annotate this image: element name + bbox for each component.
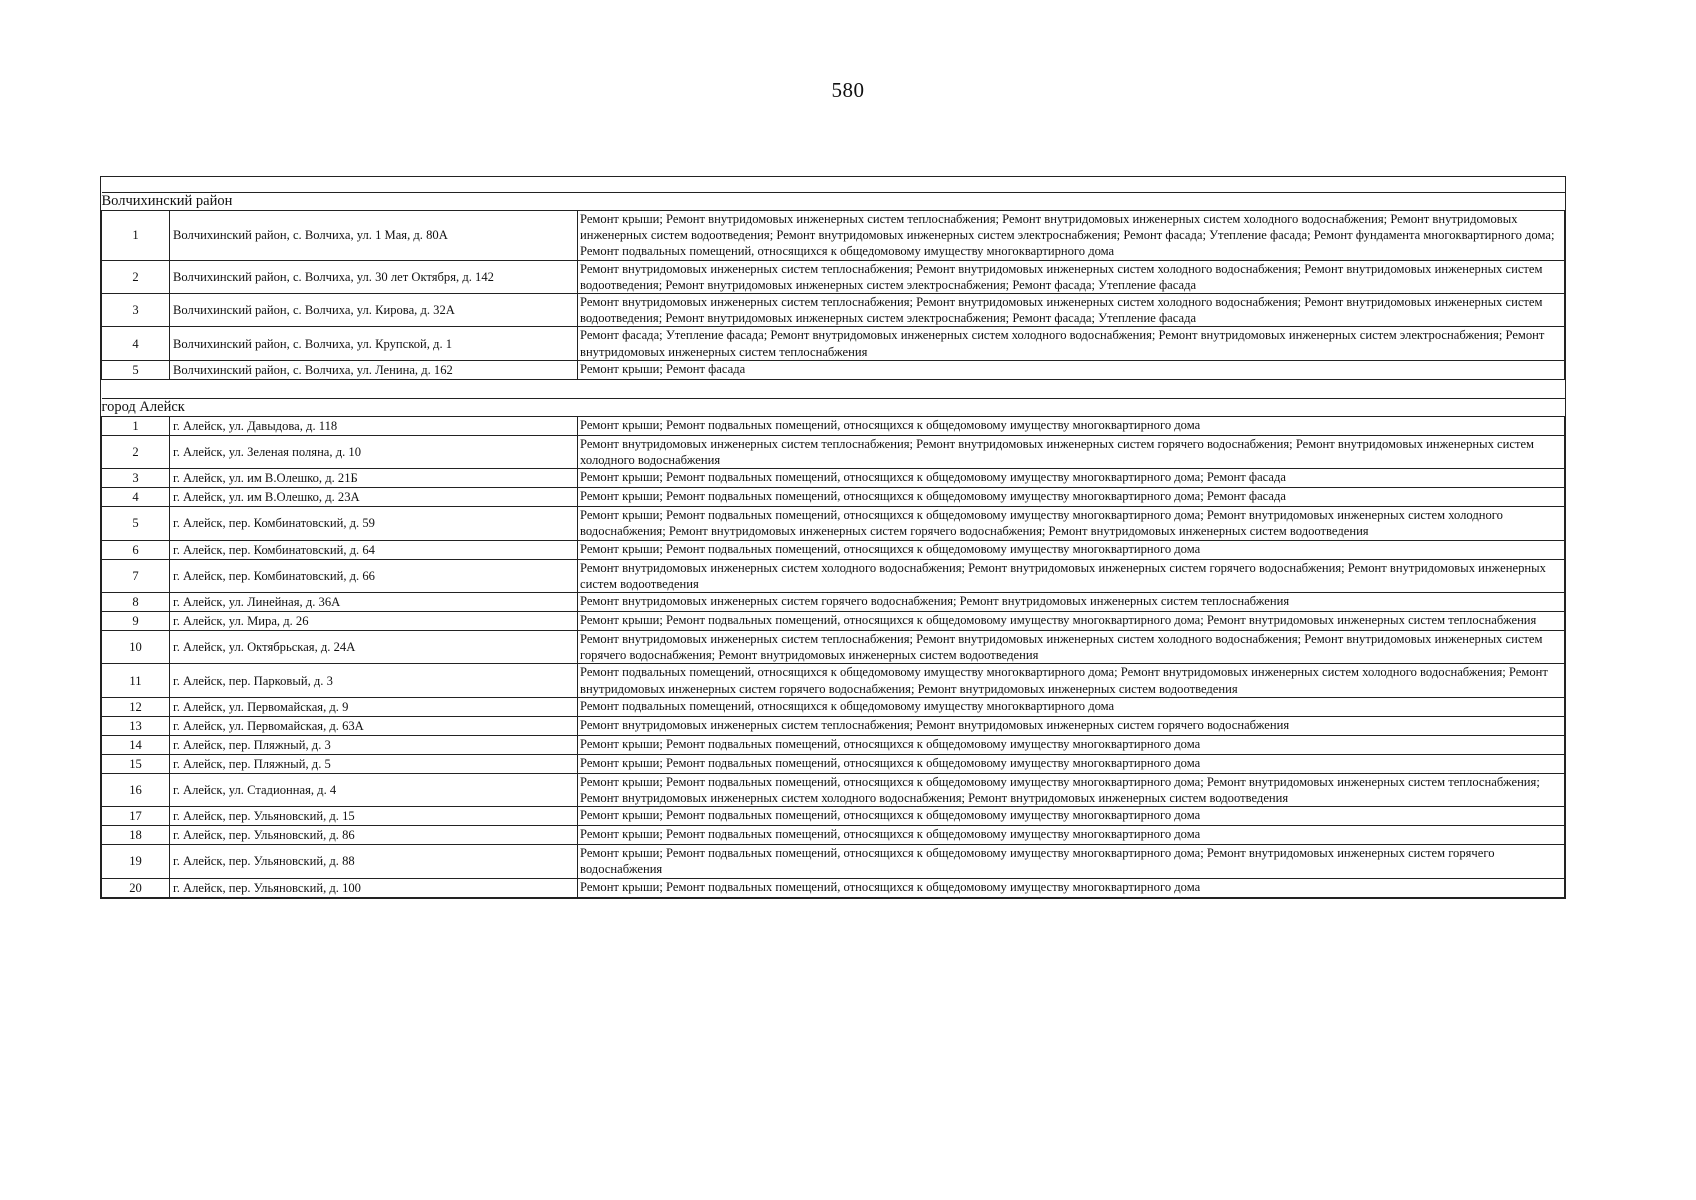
house-address: г. Алейск, ул. Линейная, д. 36А — [170, 593, 578, 612]
row-number: 12 — [102, 697, 170, 716]
row-number: 14 — [102, 735, 170, 754]
table-row — [102, 845, 1565, 878]
row-number: 13 — [102, 716, 170, 735]
repair-works: Ремонт крыши; Ремонт подвальных помещений, относящихся к общедомовому имуществу многоквартирного дома — [578, 878, 1565, 897]
house-address: г. Алейск, пер. Комбинатовский, д. 64 — [170, 540, 578, 559]
house-address: г. Алейск, пер. Парковый, д. 3 — [170, 664, 578, 697]
row-number: 4 — [102, 488, 170, 507]
house-address: г. Алейск, ул. Первомайская, д. 9 — [170, 697, 578, 716]
repair-works: Ремонт крыши; Ремонт подвальных помещений, относящихся к общедомовому имуществу многоквартирного дома; Ремонт фасада — [578, 488, 1565, 507]
repair-works: Ремонт крыши; Ремонт подвальных помещений, относящихся к общедомовому имуществу многоквартирного дома — [578, 826, 1565, 845]
house-address: г. Алейск, ул. Стадионная, д. 4 — [170, 773, 578, 806]
house-address: г. Алейск, ул. Давыдова, д. 118 — [170, 416, 578, 435]
house-address: г. Алейск, пер. Ульяновский, д. 100 — [170, 878, 578, 897]
house-address: г. Алейск, пер. Пляжный, д. 5 — [170, 754, 578, 773]
table-row — [102, 435, 1565, 468]
row-number: 17 — [102, 807, 170, 826]
row-number: 15 — [102, 754, 170, 773]
repair-works: Ремонт фасада; Утепление фасада; Ремонт внутридомовых инженерных систем холодного водоснабжения; Ремонт внутридомовых инженерных систем электроснабжения; Ремонт внутридомовых инженерных систем теплоснабжения — [578, 327, 1565, 360]
table-row — [102, 716, 1565, 735]
section-spacer — [102, 177, 1565, 193]
section-spacer — [102, 379, 1565, 398]
house-address: г. Алейск, ул. Зеленая поляна, д. 10 — [170, 435, 578, 468]
table-row — [102, 416, 1565, 435]
table-row — [102, 488, 1565, 507]
table-row — [102, 294, 1565, 327]
repair-works: Ремонт внутридомовых инженерных систем теплоснабжения; Ремонт внутридомовых инженерных систем холодного водоснабжения; Ремонт внутридомовых инженерных систем водоотведения; Ремонт внутридомовых инженерных систем электроснабжения; Ремонт фасада; Утепление фасада — [578, 294, 1565, 327]
table-row — [102, 360, 1565, 379]
house-address: Волчихинский район, с. Волчиха, ул. 30 лет Октября, д. 142 — [170, 260, 578, 293]
house-address: г. Алейск, ул. им В.Олешко, д. 21Б — [170, 469, 578, 488]
row-number: 20 — [102, 878, 170, 897]
table-row — [102, 773, 1565, 806]
section-header-row — [102, 398, 1565, 416]
table-row — [102, 507, 1565, 540]
repair-works: Ремонт крыши; Ремонт подвальных помещений, относящихся к общедомовому имуществу многоквартирного дома — [578, 807, 1565, 826]
row-number: 1 — [102, 211, 170, 261]
repair-works: Ремонт крыши; Ремонт подвальных помещений, относящихся к общедомовому имуществу многоквартирного дома — [578, 754, 1565, 773]
table-row — [102, 826, 1565, 845]
table-row — [102, 697, 1565, 716]
row-number: 2 — [102, 435, 170, 468]
table-row — [102, 469, 1565, 488]
house-address: Волчихинский район, с. Волчиха, ул. 1 Мая, д. 80А — [170, 211, 578, 261]
repair-works: Ремонт подвальных помещений, относящихся к общедомовому имуществу многоквартирного дома; Ремонт внутридомовых инженерных систем холодного водоснабжения; Ремонт внутридомовых инженерных систем горячего водоснабжения; Ремонт внутридомовых инженерных систем водоотведения — [578, 664, 1565, 697]
row-number: 3 — [102, 294, 170, 327]
repair-works: Ремонт внутридомовых инженерных систем теплоснабжения; Ремонт внутридомовых инженерных систем холодного водоснабжения; Ремонт внутридомовых инженерных систем горячего водоснабжения; Ремонт внутридомовых инженерных систем водоотведения — [578, 631, 1565, 664]
repair-works: Ремонт внутридомовых инженерных систем холодного водоснабжения; Ремонт внутридомовых инженерных систем горячего водоснабжения; Ремонт внутридомовых инженерных систем водоотведения — [578, 559, 1565, 592]
section-spacer-cell — [102, 177, 1565, 193]
row-number: 8 — [102, 593, 170, 612]
house-address: г. Алейск, ул. им В.Олешко, д. 23А — [170, 488, 578, 507]
register-grid — [101, 177, 1565, 898]
repair-works: Ремонт крыши; Ремонт внутридомовых инженерных систем теплоснабжения; Ремонт внутридомовых инженерных систем холодного водоснабжения; Ремонт внутридомовых инженерных систем водоотведения; Ремонт внутридомовых инженерных систем электроснабжения; Ремонт фасада; Утепление фасада; Ремонт фундамента многоквартирного дома; Ремонт подвальных помещений, относящихся к общедомовому имуществу многоквартирного дома — [578, 211, 1565, 261]
table-row — [102, 260, 1565, 293]
row-number: 19 — [102, 845, 170, 878]
section-title: город Алейск — [102, 398, 1565, 416]
house-address: г. Алейск, пер. Ульяновский, д. 88 — [170, 845, 578, 878]
row-number: 18 — [102, 826, 170, 845]
row-number: 5 — [102, 360, 170, 379]
row-number: 2 — [102, 260, 170, 293]
house-address: г. Алейск, пер. Ульяновский, д. 15 — [170, 807, 578, 826]
repair-works: Ремонт подвальных помещений, относящихся к общедомовому имуществу многоквартирного дома — [578, 697, 1565, 716]
repair-works: Ремонт крыши; Ремонт подвальных помещений, относящихся к общедомовому имуществу многоквартирного дома; Ремонт внутридомовых инженерных систем холодного водоснабжения; Ремонт внутридомовых инженерных систем горячего водоснабжения; Ремонт внутридомовых инженерных систем водоотведения — [578, 507, 1565, 540]
row-number: 9 — [102, 612, 170, 631]
register-body — [102, 177, 1565, 897]
row-number: 7 — [102, 559, 170, 592]
house-address: г. Алейск, пер. Пляжный, д. 3 — [170, 735, 578, 754]
table-row — [102, 559, 1565, 592]
row-number: 6 — [102, 540, 170, 559]
row-number: 16 — [102, 773, 170, 806]
house-address: г. Алейск, пер. Ульяновский, д. 86 — [170, 826, 578, 845]
repair-works: Ремонт крыши; Ремонт подвальных помещений, относящихся к общедомовому имуществу многоквартирного дома — [578, 735, 1565, 754]
table-row — [102, 327, 1565, 360]
house-address: г. Алейск, пер. Комбинатовский, д. 66 — [170, 559, 578, 592]
repair-works: Ремонт внутридомовых инженерных систем горячего водоснабжения; Ремонт внутридомовых инженерных систем теплоснабжения — [578, 593, 1565, 612]
house-address: г. Алейск, пер. Комбинатовский, д. 59 — [170, 507, 578, 540]
row-number: 11 — [102, 664, 170, 697]
table-row — [102, 807, 1565, 826]
row-number: 5 — [102, 507, 170, 540]
repair-works: Ремонт внутридомовых инженерных систем теплоснабжения; Ремонт внутридомовых инженерных систем холодного водоснабжения; Ремонт внутридомовых инженерных систем водоотведения; Ремонт внутридомовых инженерных систем электроснабжения; Ремонт фасада; Утепление фасада — [578, 260, 1565, 293]
repair-works: Ремонт крыши; Ремонт подвальных помещений, относящихся к общедомовому имуществу многоквартирного дома; Ремонт внутридомовых инженерных систем горячего водоснабжения — [578, 845, 1565, 878]
repair-works: Ремонт внутридомовых инженерных систем теплоснабжения; Ремонт внутридомовых инженерных систем горячего водоснабжения; Ремонт внутридомовых инженерных систем холодного водоснабжения — [578, 435, 1565, 468]
house-address: Волчихинский район, с. Волчиха, ул. Кирова, д. 32А — [170, 294, 578, 327]
table-row — [102, 211, 1565, 261]
repair-works: Ремонт крыши; Ремонт подвальных помещений, относящихся к общедомовому имуществу многоквартирного дома — [578, 540, 1565, 559]
section-title: Волчихинский район — [102, 193, 1565, 211]
row-number: 3 — [102, 469, 170, 488]
table-row — [102, 631, 1565, 664]
table-row — [102, 540, 1565, 559]
table-row — [102, 664, 1565, 697]
repair-register-table — [100, 176, 1566, 899]
table-row — [102, 593, 1565, 612]
table-row — [102, 612, 1565, 631]
row-number: 1 — [102, 416, 170, 435]
repair-works: Ремонт крыши; Ремонт подвальных помещений, относящихся к общедомовому имуществу многоквартирного дома; Ремонт внутридомовых инженерных систем теплоснабжения; Ремонт внутридомовых инженерных систем холодного водоснабжения; Ремонт внутридомовых инженерных систем водоотведения — [578, 773, 1565, 806]
table-row — [102, 878, 1565, 897]
table-row — [102, 735, 1565, 754]
house-address: г. Алейск, ул. Октябрьская, д. 24А — [170, 631, 578, 664]
house-address: г. Алейск, ул. Мира, д. 26 — [170, 612, 578, 631]
house-address: г. Алейск, ул. Первомайская, д. 63А — [170, 716, 578, 735]
house-address: Волчихинский район, с. Волчиха, ул. Ленина, д. 162 — [170, 360, 578, 379]
repair-works: Ремонт внутридомовых инженерных систем теплоснабжения; Ремонт внутридомовых инженерных систем горячего водоснабжения — [578, 716, 1565, 735]
page-number: 580 — [831, 78, 865, 102]
repair-works: Ремонт крыши; Ремонт фасада — [578, 360, 1565, 379]
section-header-row — [102, 193, 1565, 211]
row-number: 10 — [102, 631, 170, 664]
table-row — [102, 754, 1565, 773]
repair-works: Ремонт крыши; Ремонт подвальных помещений, относящихся к общедомовому имуществу многоквартирного дома; Ремонт фасада — [578, 469, 1565, 488]
house-address: Волчихинский район, с. Волчиха, ул. Крупской, д. 1 — [170, 327, 578, 360]
repair-works: Ремонт крыши; Ремонт подвальных помещений, относящихся к общедомовому имуществу многоквартирного дома — [578, 416, 1565, 435]
repair-works: Ремонт крыши; Ремонт подвальных помещений, относящихся к общедомовому имуществу многоквартирного дома; Ремонт внутридомовых инженерных систем теплоснабжения — [578, 612, 1565, 631]
row-number: 4 — [102, 327, 170, 360]
section-spacer-cell — [102, 379, 1565, 398]
